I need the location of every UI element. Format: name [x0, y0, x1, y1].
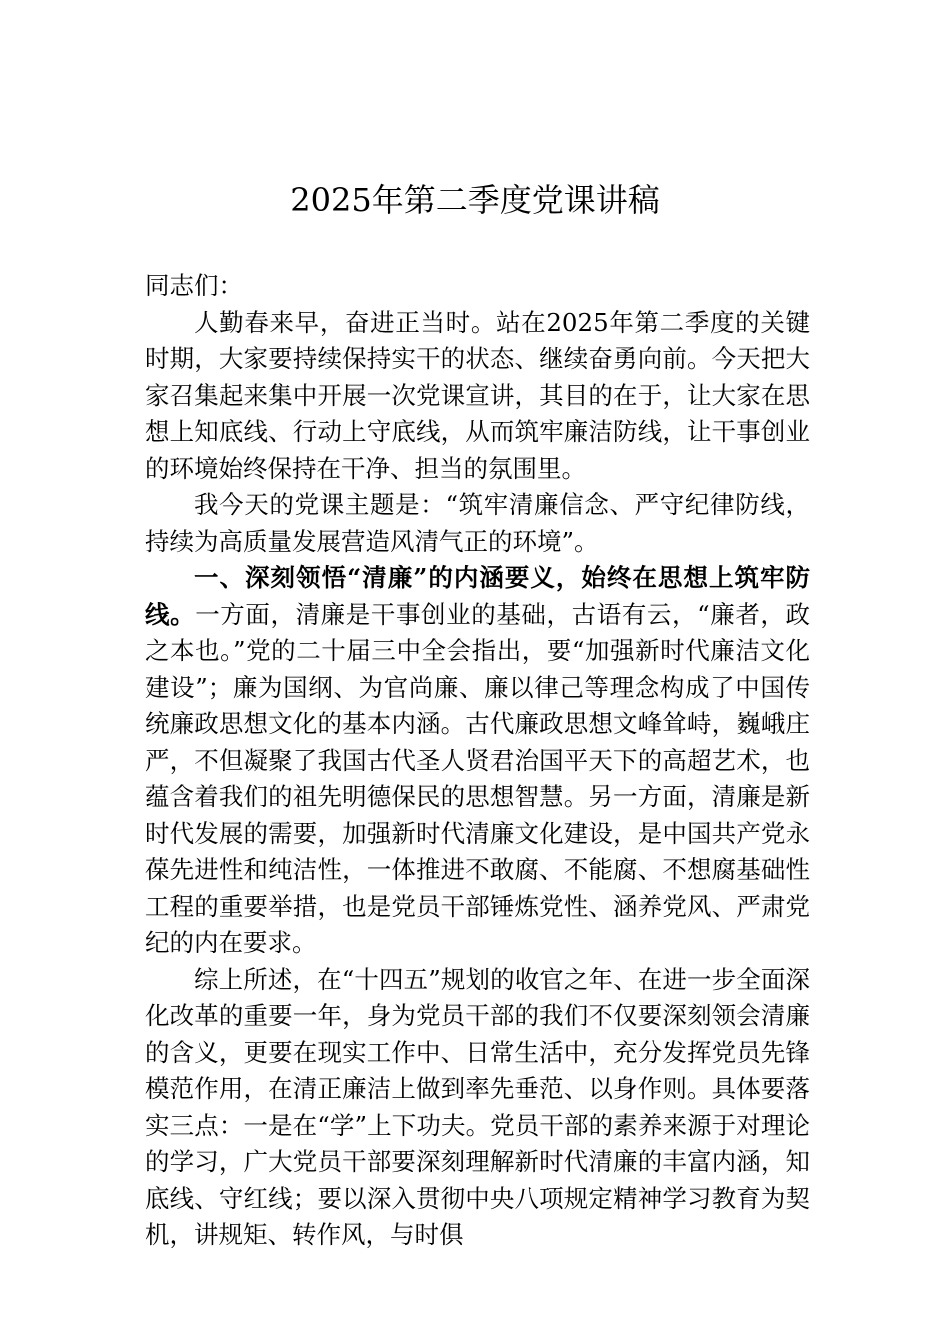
document-title: 2025年第二季度党课讲稿 — [290, 181, 660, 219]
document-body — [145, 268, 810, 1254]
section-one-heading: 一、深刻领悟“清廉”的内涵要义，始终在思想上筑牢防线。 — [145, 563, 810, 629]
section-one-text: 一方面，清廉是干事创业的基础，古语有云，“廉者，政之本也。”党的二十届三中全会指出，要“加强新时代廉洁文化建设”；廉为国纲、为官尚廉、廉以律己等理念构成了中国传统廉政思想文化的基本内涵。古代廉政思想文峰耸峙，巍峨庄严，不但凝聚了我国古代圣人贤君治国平天下的高超艺术，也蕴含着我们的祖先明德保民的思想智慧。另一方面，清廉是新时代发展的需要，加强新时代清廉文化建设，是中国共产党永葆先进性和纯洁性，一体推进不敢腐、不能腐、不想腐基础性工程的重要举措，也是党员干部锤炼党性、涵养党风、严肃党纪的内在要求。 — [145, 599, 811, 957]
paragraph-theme: 我今天的党课主题是：“筑牢清廉信念、严守纪律防线，持续为高质量发展营造风清气正的环境”。 — [145, 490, 810, 556]
paragraph-summary: 综上所述，在“十四五”规划的收官之年、在进一步全面深化改革的重要一年，身为党员干部的我们不仅要深刻领会清廉的含义，更要在现实工作中、日常生活中，充分发挥党员先锋模范作用，在清正廉洁上做到率先垂范、以身作则。具体要落实三点：一是在“学”上下功夫。党员干部的素养来源于对理论的学习，广大党员干部要深刻理解新时代清廉的丰富内涵，知底线、守红线；要以深入贯彻中央八项规定精神学习教育为契机，讲规矩、转作风，与时俱 — [145, 964, 810, 1249]
salutation: 同志们： — [145, 271, 243, 300]
paragraph-section-one — [145, 560, 810, 962]
paragraph-intro: 人勤春来早，奋进正当时。站在2025年第二季度的关键时期，大家要持续保持实干的状态、继续奋勇向前。今天把大家召集起来集中开展一次党课宣讲，其目的在于，让大家在思想上知底线、行动上守底线，从而筑牢廉洁防线，让干事创业的环境始终保持在干净、担当的氛围里。 — [145, 307, 810, 483]
